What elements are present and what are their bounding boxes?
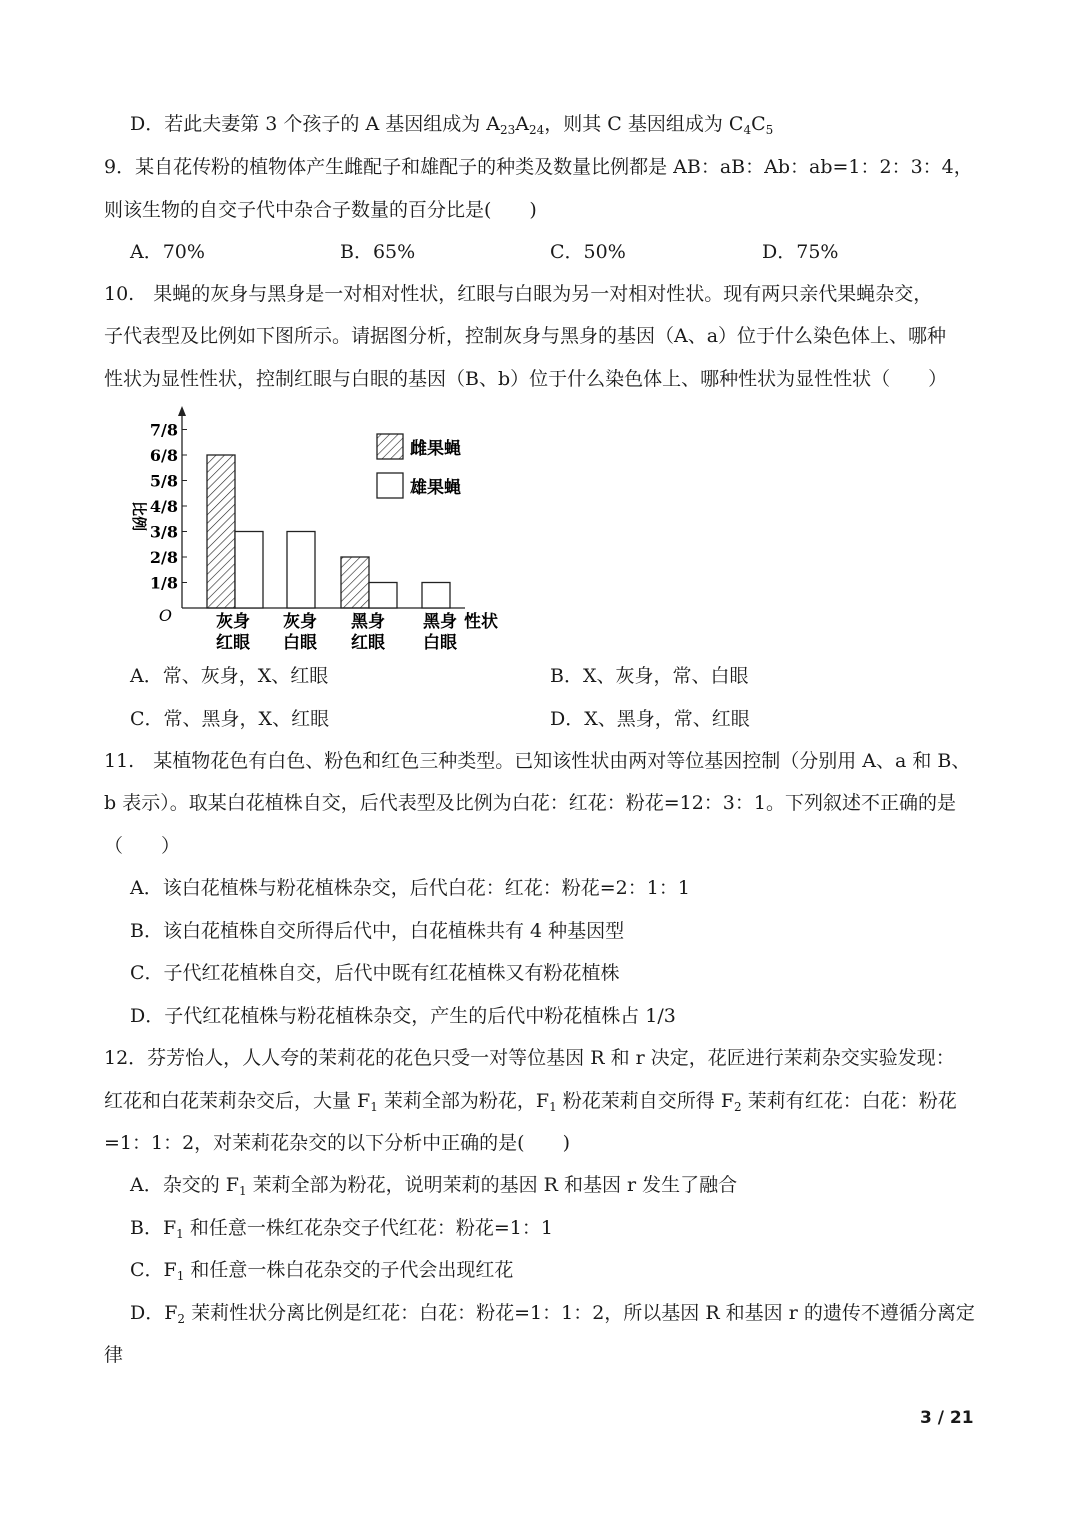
x-category-label-line2: 红眼 [216, 633, 250, 653]
q10-option-b: B．X、灰身，常、白眼 [550, 665, 749, 687]
q11-option-d: D．子代红花植株与粉花植株杂交，产生的后代中粉花植株占 1/3 [130, 1005, 676, 1027]
bar-male [422, 583, 450, 609]
bar-female [207, 455, 235, 608]
x-category-label-line1: 黑身 [423, 612, 457, 632]
origin-label: O [158, 606, 172, 625]
q10-option-a: A．常、灰身，X、红眼 [130, 665, 329, 687]
bar-male [235, 532, 263, 609]
q8-option-d: D．若此夫妻第 3 个孩子的 A 基因组成为 $A_{23}A_{24}$，则其 C 基因组成为 $C_4C_5$ [130, 113, 774, 137]
y-tick-label: 7/8 [149, 420, 178, 440]
q12-stem-line2: 红花和白花茉莉杂交后，大量 $F_1$ 茉莉全部为粉花，$F_1$ 粉花茉莉自交所得 $F_2$ 茉莉有红花：白花：粉花 [104, 1090, 957, 1114]
q9-option-b: B．65% [340, 241, 416, 263]
y-tick-label: 4/8 [149, 497, 178, 516]
bar-female [341, 557, 369, 608]
q11-stem-line1: 11. 某植物花色有白色、粉色和红色三种类型。已知该性状由两对等位基因控制（分别用 A、a 和 B、 [104, 750, 971, 772]
q11-stem-line3: （ ） [104, 835, 181, 857]
q10-stem-line2: 子代表型及比例如下图所示。请据图分析，控制灰身与黑身的基因（A、a）位于什么染色体上、哪种 [104, 325, 947, 347]
q11-option-a: A．该白花植株与粉花植株杂交，后代白花：红花：粉花=2：1：1 [130, 877, 690, 899]
q12-stem-line1: 12．芬芳怡人，人人夸的茉莉花的花色只受一对等位基因 R 和 r 决定，花匠进行茉莉杂交实验发现： [104, 1047, 955, 1069]
q9-option-d: D．75% [762, 241, 839, 263]
y-tick-label: 6/8 [149, 446, 178, 465]
page-number: 3 / 21 [920, 1408, 974, 1428]
q12-option-a: A．杂交的 $F_1$ 茉莉全部为粉花，说明茉莉的基因 R 和基因 r 发生了融合 [130, 1174, 738, 1198]
y-tick-label: 2/8 [149, 548, 178, 567]
legend-male-swatch [377, 473, 403, 498]
y-tick-label: 1/8 [149, 573, 178, 593]
q10-option-d: D．X、黑身，常、红眼 [550, 708, 750, 730]
x-category-label-line2: 红眼 [351, 633, 385, 653]
q12-option-b: B．$F_1$ 和任意一株红花杂交子代红花：粉花=1：1 [130, 1217, 553, 1241]
legend-male-label: 雄果蝇 [410, 478, 461, 498]
q10-stem-line3: 性状为显性性状，控制红眼与白眼的基因（B、b）位于什么染色体上、哪种性状为显性性状（ ） [104, 368, 948, 390]
q11-stem-line2: b 表示）。取某白花植株自交，后代表型及比例为白花：红花：粉花=12：3：1。下列叙述不正确的是 [104, 792, 956, 814]
legend-female-label: 雌果蝇 [410, 439, 461, 459]
y-axis-label: 比例 [130, 500, 148, 532]
bar-male [287, 532, 315, 609]
bar-chart [120, 398, 520, 658]
q12-option-c: C．$F_1$ 和任意一株白花杂交的子代会出现红花 [130, 1259, 514, 1283]
y-axis-arrow [178, 406, 186, 416]
x-category-label-line2: 白眼 [423, 633, 457, 653]
q9-stem-line1: 9．某自花传粉的植物体产生雌配子和雄配子的种类及数量比例都是 AB：aB：Ab：ab=1：2：3：4， [104, 156, 973, 178]
x-category-label-line1: 灰身 [283, 612, 317, 632]
q12-stem-line3: =1：1：2，对茉莉花杂交的以下分析中正确的是( ) [104, 1132, 571, 1154]
q9-option-a: A．70% [130, 241, 205, 263]
y-tick-label: 5/8 [149, 471, 178, 491]
bar-male [369, 583, 397, 609]
x-axis-label: 性状 [464, 612, 498, 632]
x-category-label-line1: 黑身 [351, 612, 385, 632]
q11-option-c: C．子代红花植株自交，后代中既有红花植株又有粉花植株 [130, 962, 620, 984]
legend-female-swatch [377, 434, 403, 459]
q11-option-b: B．该白花植株自交所得后代中，白花植株共有 4 种基因型 [130, 920, 625, 942]
q9-option-c: C．50% [550, 241, 626, 263]
x-category-label-line1: 灰身 [216, 612, 250, 632]
q12-option-d: D．$F_2$ 茉莉性状分离比例是红花：白花：粉花=1：1：2，所以基因 R 和基因 r 的遗传不遵循分离定 [130, 1302, 975, 1326]
q9-stem-line2: 则该生物的自交子代中杂合子数量的百分比是( ) [104, 199, 537, 221]
q12-option-d-cont: 律 [104, 1344, 124, 1366]
q10-option-c: C．常、黑身，X、红眼 [130, 708, 330, 730]
x-category-label-line2: 白眼 [283, 633, 317, 653]
y-tick-label: 3/8 [149, 522, 178, 542]
q10-stem-line1: 10. 果蝇的灰身与黑身是一对相对性状，红眼与白眼为另一对相对性状。现有两只亲代果蝇杂交， [104, 283, 933, 305]
